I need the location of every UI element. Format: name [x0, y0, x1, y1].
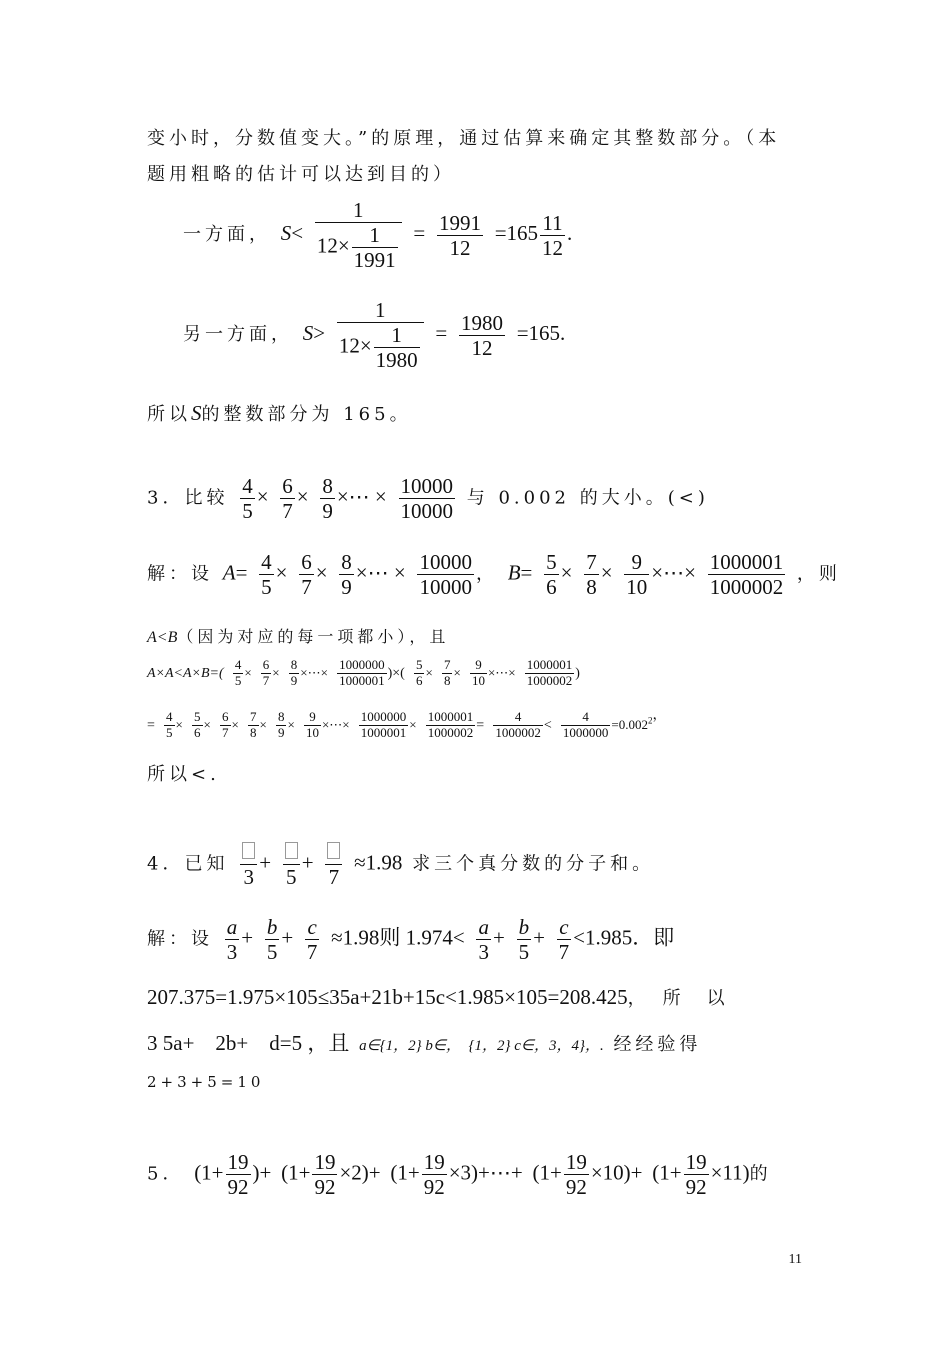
deduce-line: 3 5a+ 2b+ d=5 ，且 a∈{1，2} b∈， {1，2} c∈，3，4}，. 经经验得 [147, 1031, 702, 1055]
page-number: 11 [788, 1252, 802, 1267]
blank-box [285, 842, 298, 859]
sum-line: 2+3+5=10 [147, 1073, 265, 1091]
product-line-1: A×A<A×B=( $\frac{4}{5}$ × $\frac{6}{7}$ × $\frac{8}{9}$ ×⋯× $\frac{1000000}{1000001}$ )×( $\frac{5}{6}$ × $\frac{7}{8}$ × $\frac{9}{10}$ ×⋯× $\frac{1000001}{1000002}$ ) [147, 657, 580, 688]
solution-3: 解：设 A= $\frac{4}{5}$ × $\frac{6}{7}$ × $\frac{8}{9}$ ×⋯ × $\frac{10000}{10000}$ ， B= $\frac{5}{6}$ × $\frac{7}{8}$ × $\frac{9}{10}$ ×⋯× $\frac{1000001}{1000002}$ ，则 [147, 550, 841, 600]
solution-4: 解：设 $\frac{a}{3}$ + $\frac{b}{5}$ + $\frac{c}{7}$ ≈1.98则 1.974< $\frac{a}{3}$ + $\frac{b}{5}$ + $\frac{c}{7}$ <1.985．即 [147, 915, 675, 965]
conclusion-3: 所以<. [147, 764, 220, 785]
problem-3: 3．比较 $\frac{4}{5}$ × $\frac{6}{7}$ × $\frac{8}{9}$ ×⋯ × $\frac{10000}{10000}$ 与 0.002 的大小。(<) [147, 474, 709, 524]
text-line: 题用粗略的估计可以达到目的） [147, 164, 455, 185]
blank-box [242, 842, 255, 859]
inequality-upper: 一方面， S< 1 12× $\frac{1}{1991}$ = $\frac{1991}{12}$ =165 $\frac{11}{12}$ . [183, 198, 573, 273]
text-line: 变小时，分数值变大。”的原理，通过估算来确定其整数部分。（本 [147, 128, 781, 149]
problem-4: 4．已知 3 + 5 + 7 ≈1.98 求三个真分数的分子和。 [147, 840, 654, 889]
blank-box [327, 842, 340, 859]
a-less-b: A<B（因为对应的每一项都小），且 [147, 627, 450, 646]
problem-5: 5． (1+ $\frac{19}{92}$ )+ (1+ $\frac{19}{92}$ ×2)+ (1+ $\frac{19}{92}$ ×3)+⋯+ (1+ $\frac{19}{92}$ ×10)+ (1+ $\frac{19}{92}$ ×11)的 [147, 1150, 772, 1200]
product-line-2: = $\frac{4}{5}$ × $\frac{5}{6}$ × $\frac{6}{7}$ × $\frac{7}{8}$ × $\frac{8}{9}$ × $\frac{9}{10}$ ×⋯× $\frac{1000000}{1000001}$ × $\frac{1000001}{1000002}$ = $\frac{4}{1000002}$ < $\frac{4}{1000000}$ $=0.002^2$， [147, 708, 667, 740]
inequality-lower: 另一方面， S> 1 12× $\frac{1}{1980}$ = $\frac{1980}{12}$ =165. [183, 298, 566, 373]
conclusion: 所以S的整数部分为 165。 [147, 401, 412, 425]
calc-line: 207.375=1.975×105≤35a+21b+15c<1.985×105=208.425， 所 以 [147, 985, 729, 1009]
